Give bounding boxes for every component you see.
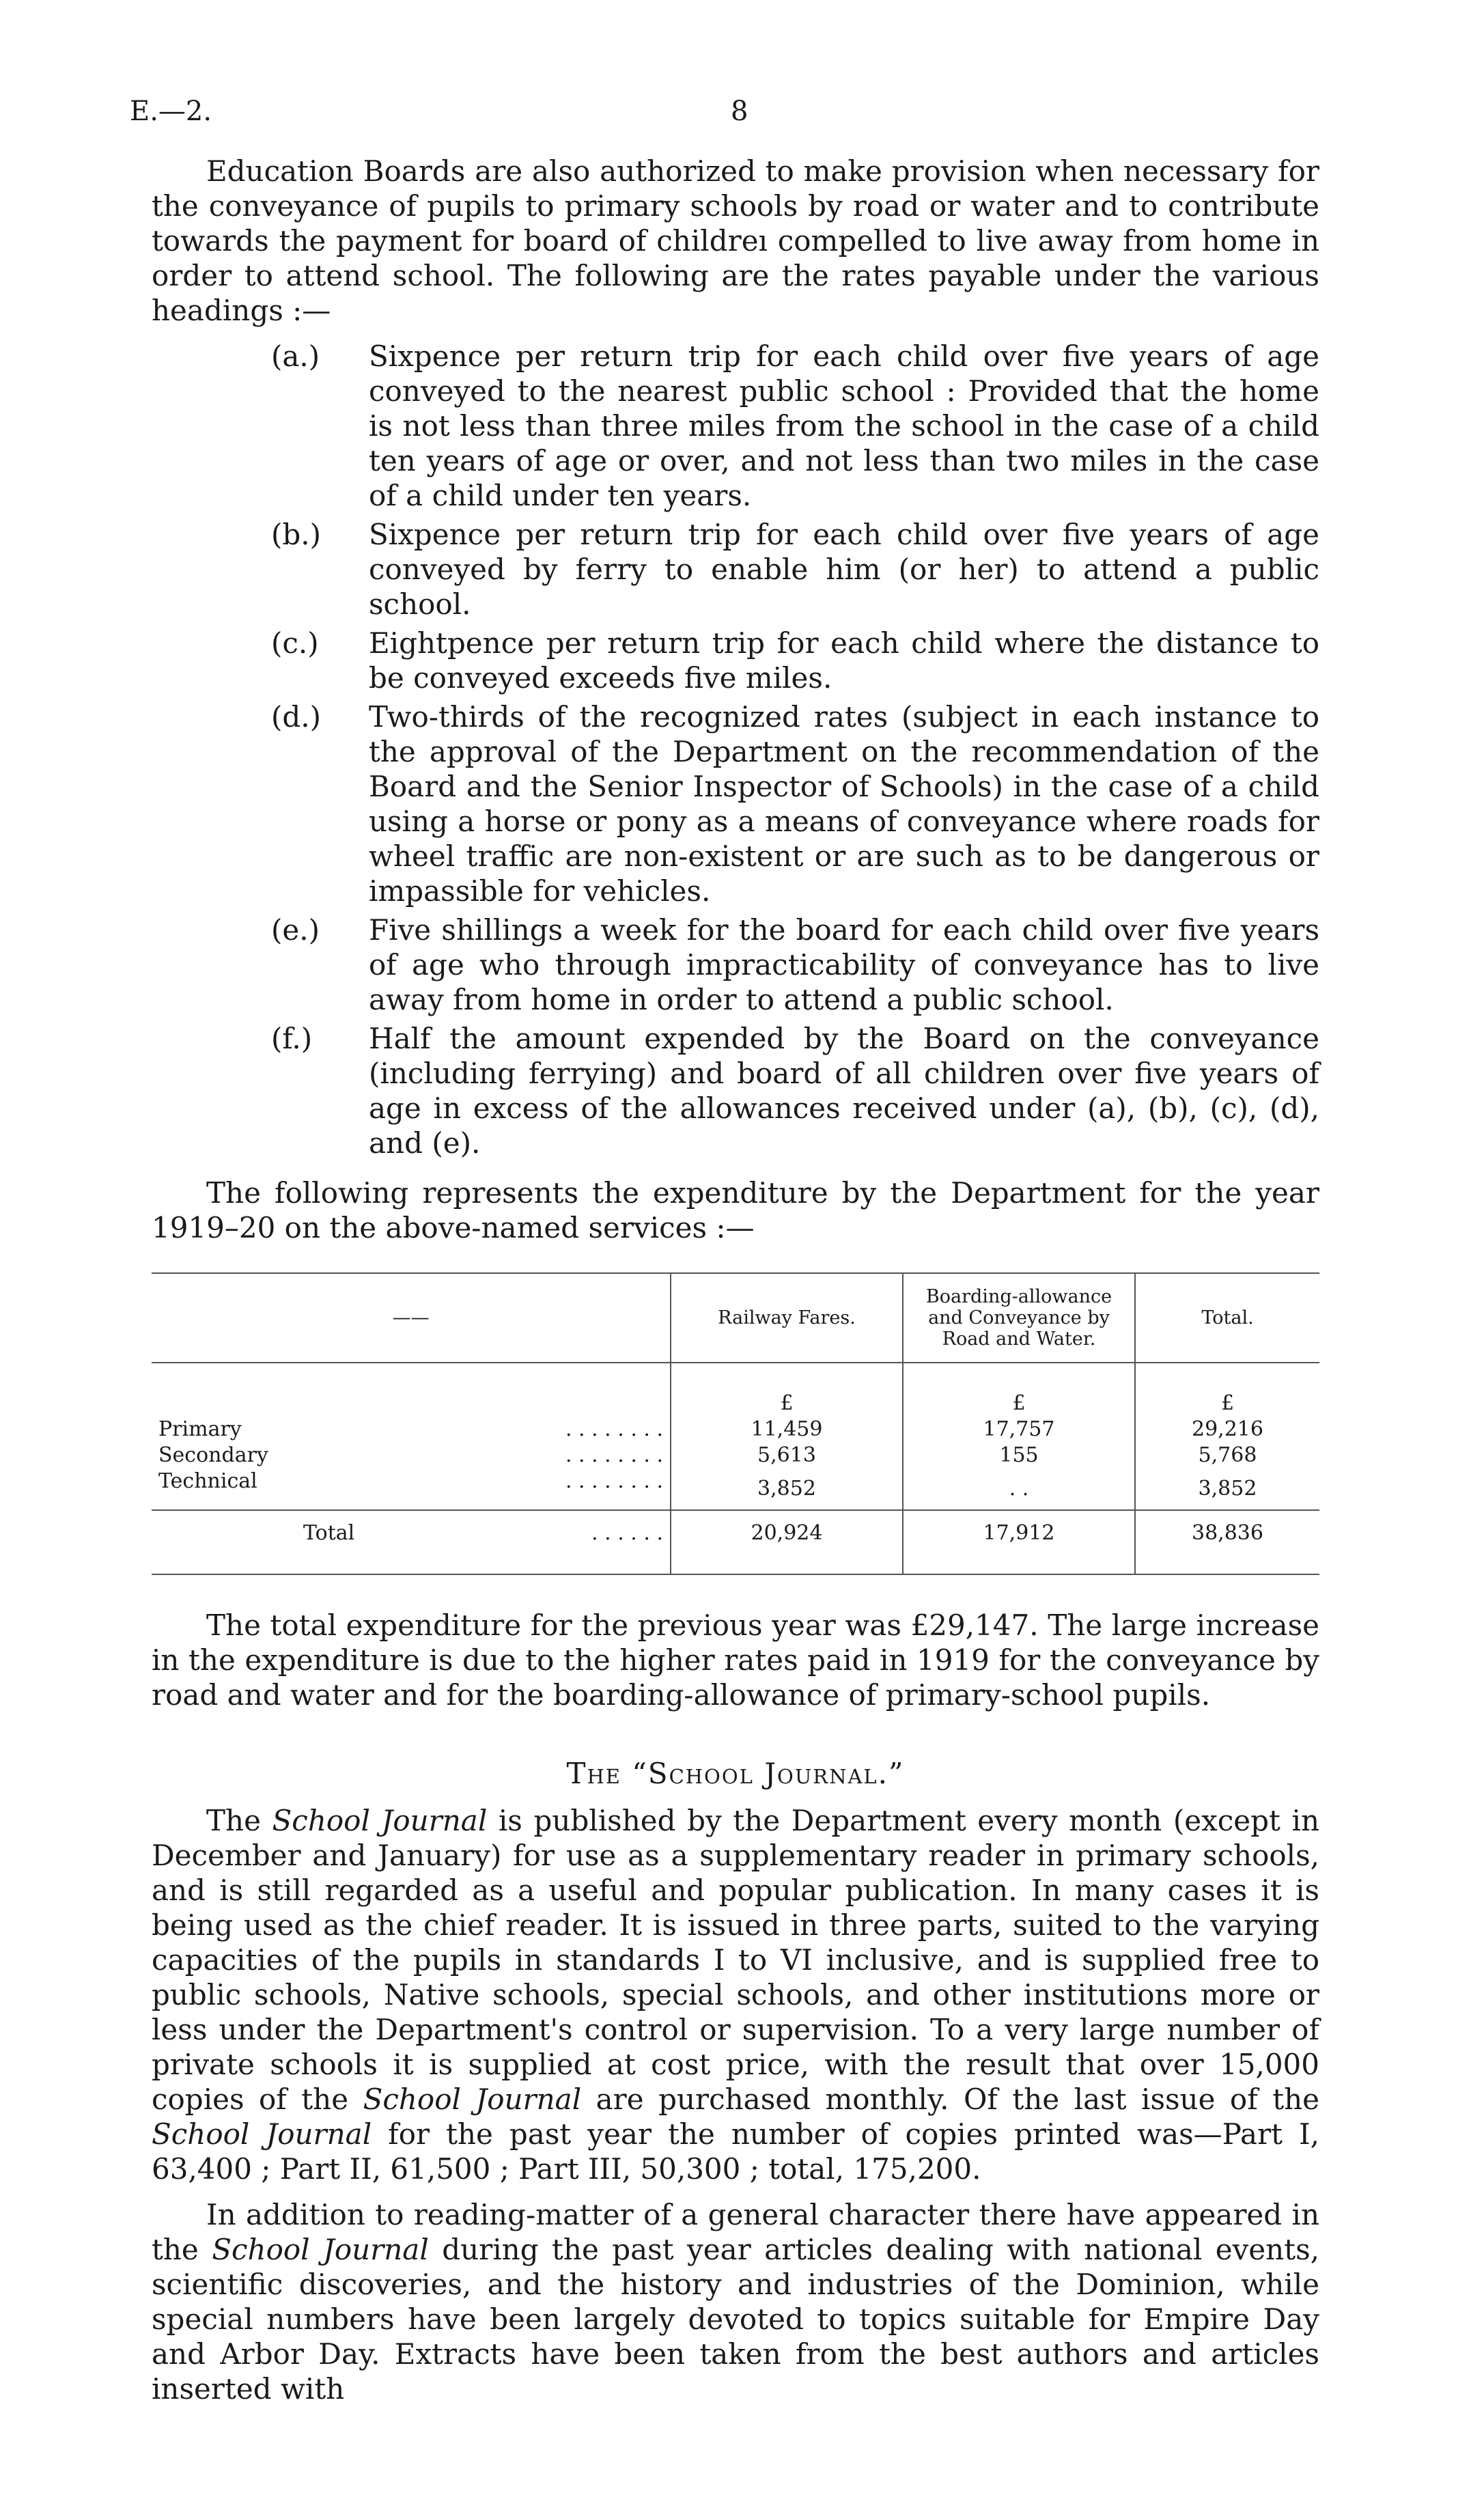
cell-total: 3,852 bbox=[1135, 1468, 1319, 1510]
leader-dots: . . . . . . . . bbox=[565, 1417, 663, 1441]
journal-paragraph-1: The School Journal is published by the Department every month (except in December and January) for use as a supplementary reader in primary schools, and is still regarded as a useful and popular publication. In many cases it is being used as the chief reader. It is issued in three parts, suited to the varying capacities of the pupils in standards I to VI inclusive, and is supplied free to public schools, Native schools, special schools, and other institutions more or less under the Department's control or supervision. To a very large number of private schools it is supplied at cost price, with the result that over 15,000 copies of the School Journal are purchased monthly. Of the last issue of the School Journal for the past year the number of copies printed was—Part I, 63,400 ; Part II, 61,500 ; Part III, 50,300 ; total, 175,200. bbox=[152, 1804, 1320, 2186]
total-boarding: 17,912 bbox=[903, 1510, 1135, 1574]
cell-boarding: 155 bbox=[903, 1443, 1135, 1468]
table-row bbox=[152, 1443, 1319, 1468]
unit-row bbox=[152, 1363, 1319, 1417]
unit-symbol: £ bbox=[1135, 1363, 1319, 1417]
header-boarding-conveyance: Boarding-allowance and Conveyance by Road and Water. bbox=[903, 1273, 1135, 1363]
page-body bbox=[152, 154, 1319, 2406]
header-total: Total. bbox=[1135, 1273, 1319, 1363]
cell-railway: 3,852 bbox=[671, 1468, 903, 1510]
page-number: 8 bbox=[731, 96, 748, 127]
expenditure-table bbox=[152, 1272, 1319, 1575]
cell-railway: 11,459 bbox=[671, 1417, 903, 1443]
total-total: 38,836 bbox=[1135, 1510, 1319, 1574]
list-item-label: (f.) bbox=[271, 1022, 313, 1055]
journal-paragraph-2: In addition to reading-matter of a general character there have appeared in the School Journal during the past year articles dealing with national events, scientific discoveries, and the history and industries of the Dominion, while special numbers have been largely devoted to topics suitable for Empire Day and Arbor Day. Extracts have been taken from the best authors and articles inserted with bbox=[152, 2198, 1319, 2406]
list-item-text: Sixpence per return trip for each child over five years of age conveyed by ferry to enable him (or her) to attend a public school. bbox=[369, 518, 1319, 621]
list-item bbox=[152, 699, 1319, 908]
leader-dots: . . . . . . . . bbox=[565, 1443, 663, 1467]
list-item-label: (d.) bbox=[271, 700, 322, 734]
list-item-text: Two-thirds of the recognized rates (subject in each instance to the approval of the Department on the recommendation of the Board and the Senior Inspector of Schools) in the case of a child using a horse or pony as a means of conveyance where roads for wheel traffic are non-existent or are such as to be dangerous or impassible for vehicles. bbox=[369, 700, 1319, 908]
list-item-label: (e.) bbox=[271, 913, 320, 947]
list-item bbox=[152, 1021, 1319, 1160]
list-item-label: (a.) bbox=[271, 339, 320, 373]
unit-symbol: £ bbox=[903, 1363, 1135, 1417]
document-reference: E.—2. bbox=[130, 96, 212, 127]
list-item bbox=[152, 517, 1319, 622]
list-item bbox=[152, 626, 1319, 695]
leader-dots: . . . . . . . . bbox=[565, 1469, 663, 1493]
section-heading: The “School Journal.” bbox=[566, 1757, 905, 1790]
total-railway: 20,924 bbox=[671, 1510, 903, 1574]
list-item bbox=[152, 339, 1319, 513]
row-label: Secondary bbox=[158, 1443, 268, 1467]
total-label: Total bbox=[303, 1521, 355, 1545]
list-item-text: Five shillings a week for the board for each child over five years of age who through impracticability of conveyance has to live away from home in order to attend a public school. bbox=[369, 913, 1319, 1016]
table-header-row bbox=[152, 1273, 1319, 1363]
list-item-text: Eightpence per return trip for each child where the distance to be conveyed exceeds five miles. bbox=[369, 626, 1319, 695]
list-item bbox=[152, 913, 1319, 1017]
page-header bbox=[130, 96, 1354, 137]
after-table-paragraph: The total expenditure for the previous year was £29,147. The large increase in the expenditure is due to the higher rates paid in 1919 for the conveyance by road and water and for the boarding-allowance of primary-school pupils. bbox=[152, 1608, 1319, 1712]
cell-total: 29,216 bbox=[1135, 1417, 1319, 1443]
header-label: —— bbox=[152, 1273, 671, 1363]
row-label: Primary bbox=[158, 1417, 242, 1441]
list-item-label: (c.) bbox=[271, 626, 319, 660]
list-item-label: (b.) bbox=[271, 518, 322, 551]
cell-railway: 5,613 bbox=[671, 1443, 903, 1468]
row-label: Technical bbox=[158, 1469, 257, 1493]
list-item-text: Half the amount expended by the Board on the conveyance (including ferrying) and board of all children over five years of age in excess of the allowances received under (a), (b), (c), (d), and (e). bbox=[369, 1022, 1319, 1160]
table-intro-paragraph: The following represents the expenditure by the Department for the year 1919–20 on the above-named services :— bbox=[152, 1176, 1319, 1244]
cell-boarding: 17,757 bbox=[903, 1417, 1135, 1443]
cell-boarding: . . bbox=[903, 1468, 1135, 1510]
table-total-row bbox=[152, 1510, 1319, 1574]
table-row bbox=[152, 1468, 1319, 1510]
leader-dots: . . . . . . bbox=[591, 1521, 663, 1545]
cell-total: 5,768 bbox=[1135, 1443, 1319, 1468]
table-row bbox=[152, 1417, 1319, 1443]
rates-list bbox=[152, 339, 1319, 1160]
intro-paragraph: Education Boards are also authorized to make provision when necessary for the conveyance of pupils to primary schools by road or water and to contribute towards the payment for board of childreı compelled to live away from home in order to attend school. The following are the rates payable under the various headings :— bbox=[152, 154, 1319, 327]
unit-symbol: £ bbox=[671, 1363, 903, 1417]
list-item-text: Sixpence per return trip for each child over five years of age conveyed to the nearest public school : Provided that the home is not less than three miles from the school in the case of a child ten years of age or over, and not less than two miles in the case of a child under ten years. bbox=[369, 339, 1319, 512]
header-railway-fares: Railway Fares. bbox=[671, 1273, 903, 1363]
